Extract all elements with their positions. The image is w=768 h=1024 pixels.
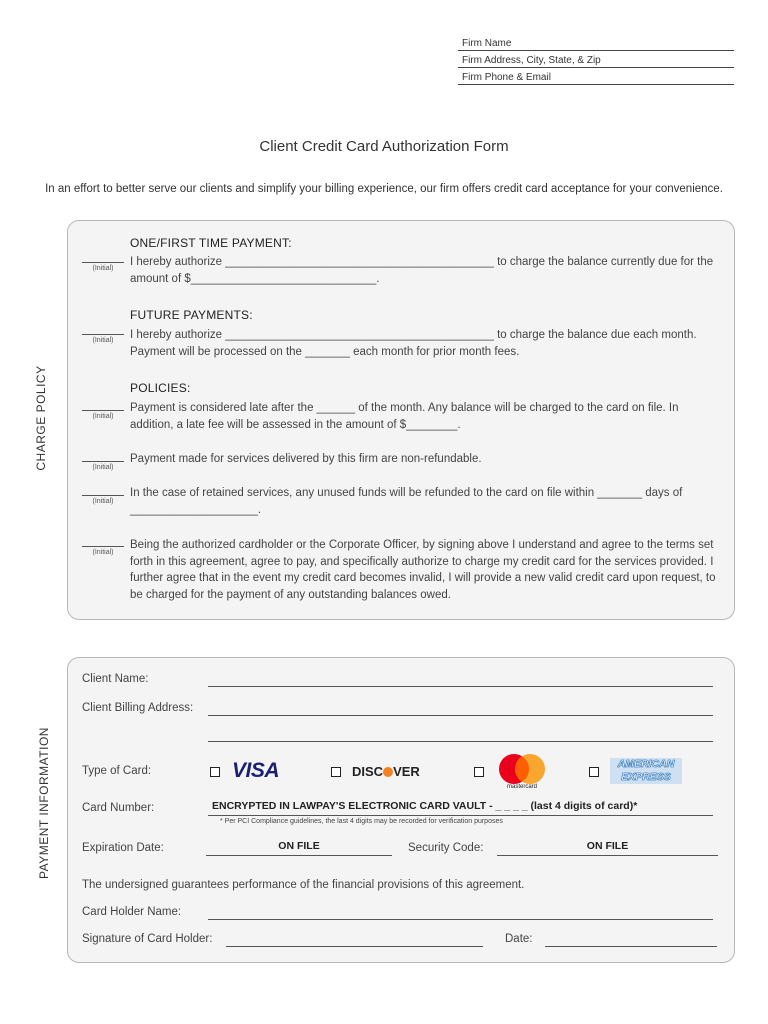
security-code-value: ON FILE: [586, 840, 629, 852]
expiration-value: ON FILE: [278, 840, 320, 852]
client-name-input[interactable]: [208, 686, 713, 687]
one-time-heading: ONE/FIRST TIME PAYMENT:: [130, 236, 292, 250]
initial-label: (Initial): [92, 337, 114, 344]
initial-line-cardholder[interactable]: [82, 546, 124, 547]
future-text: I hereby authorize __________________________________________ to charge the balance due each month. Payment will be processed on the _______ each month for prior month fees.: [130, 329, 697, 358]
billing-address-input-1[interactable]: [208, 715, 713, 716]
date-label: Date:: [505, 933, 533, 945]
initial-label: (Initial): [92, 265, 114, 272]
card-holder-name-label: Card Holder Name:: [82, 906, 182, 918]
pci-note: * Per PCI Compliance guidelines, the last 4 digits may be recorded for verification purposes: [220, 818, 503, 825]
mastercard-checkbox[interactable]: [474, 767, 484, 777]
firm-contact-field: Firm Phone & Email: [458, 70, 734, 85]
billing-address-input-2[interactable]: [208, 741, 713, 742]
initial-line-late[interactable]: [82, 410, 124, 411]
expiration-label: Expiration Date:: [82, 842, 164, 854]
card-number-label: Card Number:: [82, 802, 155, 814]
future-heading: FUTURE PAYMENTS:: [130, 308, 253, 322]
signature-label: Signature of Card Holder:: [82, 933, 213, 945]
amex-checkbox[interactable]: [589, 767, 599, 777]
client-name-label: Client Name:: [82, 673, 149, 685]
card-holder-name-input[interactable]: [208, 919, 713, 920]
visa-checkbox[interactable]: [210, 767, 220, 777]
page-title: Client Credit Card Authorization Form: [259, 138, 509, 155]
intro-text: In an effort to better serve our clients and simplify your billing experience, our firm offers credit card acceptance for your convenience.: [45, 183, 723, 195]
mastercard-logo-icon: mastercard: [494, 751, 550, 795]
initial-label: (Initial): [92, 549, 114, 556]
security-code-input[interactable]: [497, 855, 718, 856]
initial-line-one-time[interactable]: [82, 262, 124, 263]
discover-logo-icon: DISC VER: [352, 764, 420, 779]
initial-label: (Initial): [92, 413, 114, 420]
policy-retained-text: In the case of retained services, any unused funds will be refunded to the card on file within _______ days of ____________________.: [130, 487, 683, 516]
initial-line-future[interactable]: [82, 334, 124, 335]
firm-name-field: Firm Name: [458, 36, 734, 51]
initial-line-refund[interactable]: [82, 461, 124, 462]
amex-logo-icon: AMERICAN EXPRESS: [610, 758, 682, 788]
visa-logo-icon: VISA: [232, 759, 280, 782]
initial-label: (Initial): [92, 498, 114, 505]
card-number-input[interactable]: [208, 815, 713, 816]
policy-cardholder-text: Being the authorized cardholder or the Corporate Officer, by signing above I understand and agree to the terms set forth in this agreement, agree to pay, and specifically authorize to charge my credit card for the services provided. I further agree that in the event my credit card becomes invalid, I will provide a new valid credit card upon request, to be charged for the payment of any outstanding balances owed.: [130, 539, 716, 601]
card-number-value: ENCRYPTED IN LAWPAY'S ELECTRONIC CARD VAULT - _ _ _ _ (last 4 digits of card)*: [212, 800, 638, 812]
firm-address-field: Firm Address, City, State, & Zip: [458, 53, 734, 68]
discover-checkbox[interactable]: [331, 767, 341, 777]
expiration-input[interactable]: [206, 855, 392, 856]
charge-policy-side-label: CHARGE POLICY: [34, 365, 48, 471]
policies-heading: POLICIES:: [130, 381, 191, 395]
policy-refund-text: Payment made for services delivered by this firm are non-refundable.: [130, 453, 482, 465]
initial-label: (Initial): [92, 464, 114, 471]
one-time-text: I hereby authorize __________________________________________ to charge the balance currently due for the amount of $_____________________________.: [130, 256, 714, 285]
discover-dot-icon: [383, 767, 393, 777]
security-code-label: Security Code:: [408, 842, 484, 854]
guarantee-text: The undersigned guarantees performance of the financial provisions of this agreement.: [82, 879, 525, 891]
card-type-label: Type of Card:: [82, 765, 152, 777]
payment-info-side-label: PAYMENT INFORMATION: [37, 727, 51, 879]
policy-late-text: Payment is considered late after the ______ of the month. Any balance will be charged to the card on file. In addition, a late fee will be assessed in the amount of $________.: [130, 402, 679, 431]
billing-address-label: Client Billing Address:: [82, 702, 194, 714]
initial-line-retained[interactable]: [82, 495, 124, 496]
date-input[interactable]: [545, 946, 717, 947]
signature-input[interactable]: [226, 946, 483, 947]
